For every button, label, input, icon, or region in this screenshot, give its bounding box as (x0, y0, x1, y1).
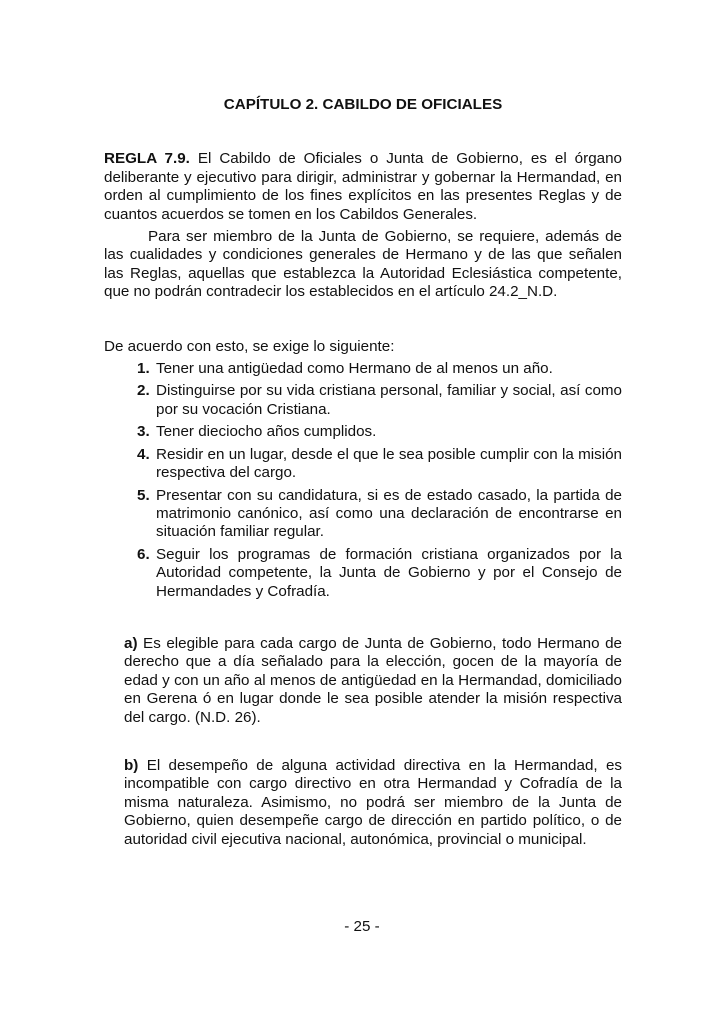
subsection-a-text: Es elegible para cada cargo de Junta de Gobierno, todo Hermano de derecho que a día señalado para la elección, gocen de la mayoría de edad y con un año al menos de antigüedad en la Hermandad, domiciliado en Gerena ó en lugar donde le sea posible atender la misión respectiva del cargo. (N.D. 26). (124, 634, 622, 726)
list-item-number: 5. (137, 486, 150, 504)
subsection-b-label: b) (124, 756, 139, 774)
document-page (104, 96, 622, 849)
list-item (104, 546, 622, 601)
list-item-number: 3. (137, 423, 150, 441)
list-item-number: 2. (137, 382, 150, 400)
list-item (104, 382, 622, 419)
membership-paragraph: Para ser miembro de la Junta de Gobierno, se requiere, además de las cualidades y condiciones generales de Hermano y de las que señalen las Reglas, aquellas que establezca la Autoridad Eclesiástica competente, que no podrán contradecir los establecidos en el artículo 24.2_N.D. (104, 228, 622, 301)
list-item-number: 1. (137, 360, 150, 378)
rule-paragraph (104, 150, 622, 224)
list-item (104, 360, 622, 378)
subsection-a (124, 635, 622, 727)
subsection-b-text: El desempeño de alguna actividad directiva en la Hermandad, es incompatible con cargo directivo en otra Hermandad y Cofradía de la misma naturaleza. Asimismo, no podrá ser miembro de la Junta de Gobierno, quien desempeñe cargo de dirección en partido político, o de autoridad civil ejecutiva nacional, autonómica, provincial o municipal. (124, 756, 622, 848)
list-item (104, 446, 622, 483)
subsection-a-label: a) (124, 634, 138, 652)
list-item-number: 4. (137, 445, 150, 463)
rule-text: El Cabildo de Oficiales o Junta de Gobierno, es el órgano deliberante y ejecutivo para dirigir, administrar y gobernar la Hermandad, en orden al cumplimiento de los fines explícitos en las presentes Reglas y de cuantos acuerdos se tomen en los Cabildos Generales. (104, 150, 622, 223)
list-item-text: Residir en un lugar, desde el que le sea posible cumplir con la misión respectiva del cargo. (156, 445, 622, 482)
list-item (104, 423, 622, 441)
list-item (104, 487, 622, 542)
requirements-lead: De acuerdo con esto, se exige lo siguiente: (104, 337, 395, 355)
list-item-text: Seguir los programas de formación cristiana organizados por la Autoridad competente, la Junta de Gobierno y por el Consejo de Hermandades y Cofradía. (156, 545, 622, 600)
subsection-b (124, 757, 622, 849)
requirements-list (104, 360, 622, 601)
list-item-text: Distinguirse por su vida cristiana personal, familiar y social, así como por su vocación Cristiana. (156, 382, 622, 418)
page-number: - 25 - (344, 918, 380, 935)
chapter-title: CAPÍTULO 2. CABILDO DE OFICIALES (223, 96, 503, 113)
list-item-text: Tener dieciocho años cumplidos. (156, 423, 377, 441)
list-item-text: Tener una antigüedad como Hermano de al menos un año. (156, 360, 553, 378)
list-item-text: Presentar con su candidatura, si es de estado casado, la partida de matrimonio canónico, así como una declaración de encontrarse en situación familiar regular. (156, 486, 622, 541)
rule-label: REGLA 7.9. (104, 150, 190, 168)
list-item-number: 6. (137, 545, 150, 563)
